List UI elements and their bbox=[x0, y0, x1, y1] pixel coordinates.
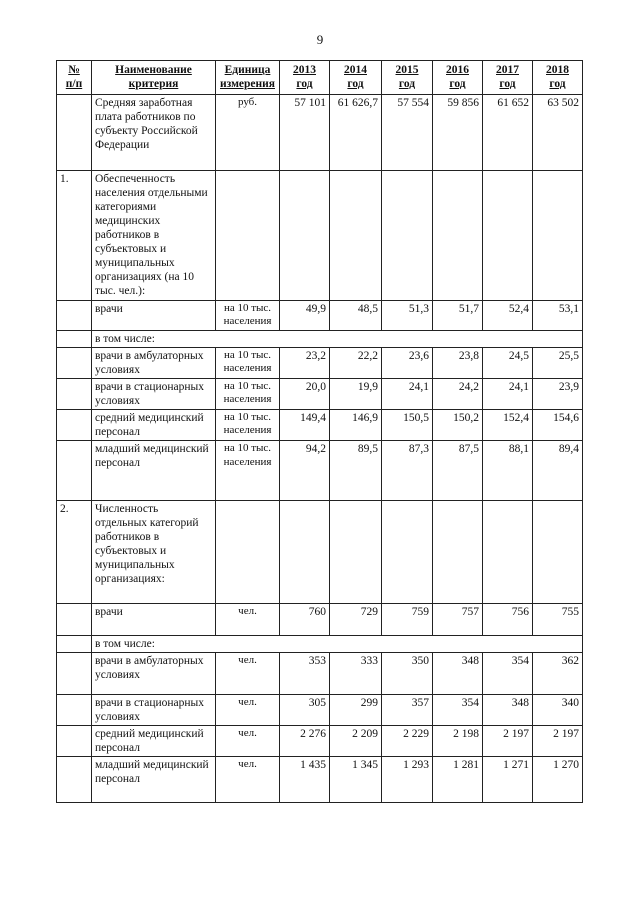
year-value-cell: 729 bbox=[330, 604, 382, 636]
year-value-cell: 24,2 bbox=[433, 379, 483, 410]
header-year bbox=[280, 61, 330, 95]
row-number-cell bbox=[57, 301, 92, 331]
criterion-name-cell: младший медицинский персонал bbox=[92, 757, 216, 803]
row-number-cell bbox=[57, 441, 92, 501]
year-value-cell: 1 270 bbox=[533, 757, 583, 803]
year-value-cell: 149,4 bbox=[280, 410, 330, 441]
table-row bbox=[57, 757, 583, 803]
table-body bbox=[57, 95, 583, 803]
year-value-cell: 333 bbox=[330, 653, 382, 695]
year-value-cell bbox=[533, 501, 583, 604]
year-value-cell: 61 652 bbox=[483, 95, 533, 171]
unit-cell bbox=[216, 501, 280, 604]
criterion-name-cell: врачи bbox=[92, 301, 216, 331]
table-row bbox=[57, 348, 583, 379]
criterion-name-cell: врачи в амбулаторных условиях bbox=[92, 653, 216, 695]
criterion-name-cell: врачи в амбулаторных условиях bbox=[92, 348, 216, 379]
year-value-cell: 51,3 bbox=[382, 301, 433, 331]
year-value-cell: 2 197 bbox=[483, 726, 533, 757]
year-value-cell: 53,1 bbox=[533, 301, 583, 331]
criterion-name-cell: Обеспеченность населения отдельными категориями медицинских работников в субъектовых и муниципальных организациях (на 10 тыс. чел.): bbox=[92, 171, 216, 301]
year-value-cell bbox=[280, 171, 330, 301]
unit-cell: чел. bbox=[216, 653, 280, 695]
year-value-cell: 19,9 bbox=[330, 379, 382, 410]
table-row bbox=[57, 695, 583, 726]
table-row bbox=[57, 301, 583, 331]
year-value-cell: 340 bbox=[533, 695, 583, 726]
year-value-cell: 353 bbox=[280, 653, 330, 695]
year-value-cell bbox=[533, 171, 583, 301]
header-name bbox=[92, 61, 216, 95]
header-year-line: год bbox=[347, 77, 364, 90]
header-no bbox=[57, 61, 92, 95]
criterion-name-cell: Средняя заработная плата работников по субъекту Российской Федерации bbox=[92, 95, 216, 171]
year-value-cell: 146,9 bbox=[330, 410, 382, 441]
row-number-cell bbox=[57, 636, 92, 653]
row-number-cell bbox=[57, 757, 92, 803]
row-number-cell bbox=[57, 410, 92, 441]
header-no-line: № bbox=[68, 64, 80, 77]
year-value-cell: 20,0 bbox=[280, 379, 330, 410]
unit-cell: чел. bbox=[216, 695, 280, 726]
year-value-cell: 23,9 bbox=[533, 379, 583, 410]
row-number-cell bbox=[57, 653, 92, 695]
unit-cell: на 10 тыс. населения bbox=[216, 301, 280, 331]
header-year-line: 2015 bbox=[395, 64, 419, 77]
year-value-cell: 1 271 bbox=[483, 757, 533, 803]
row-number-cell bbox=[57, 726, 92, 757]
year-value-cell: 305 bbox=[280, 695, 330, 726]
criterion-name-cell: Численность отдельных категорий работников в субъектовых и муниципальных организациях: bbox=[92, 501, 216, 604]
year-value-cell: 63 502 bbox=[533, 95, 583, 171]
header-year-line: год bbox=[549, 77, 566, 90]
header-year bbox=[382, 61, 433, 95]
row-number-cell bbox=[57, 695, 92, 726]
year-value-cell: 760 bbox=[280, 604, 330, 636]
year-value-cell: 757 bbox=[433, 604, 483, 636]
row-number-cell bbox=[57, 331, 92, 348]
row-number-cell bbox=[57, 348, 92, 379]
year-value-cell: 25,5 bbox=[533, 348, 583, 379]
year-value-cell: 299 bbox=[330, 695, 382, 726]
year-value-cell bbox=[382, 171, 433, 301]
criterion-name-cell: средний медицинский персонал bbox=[92, 726, 216, 757]
year-value-cell: 2 197 bbox=[533, 726, 583, 757]
year-value-cell bbox=[483, 501, 533, 604]
year-value-cell: 52,4 bbox=[483, 301, 533, 331]
unit-cell bbox=[216, 171, 280, 301]
year-value-cell: 150,5 bbox=[382, 410, 433, 441]
year-value-cell: 89,5 bbox=[330, 441, 382, 501]
table-row bbox=[57, 726, 583, 757]
header-unit-line: измерения bbox=[220, 77, 275, 90]
table-row bbox=[57, 653, 583, 695]
header-year-line: 2016 bbox=[446, 64, 469, 77]
year-value-cell: 51,7 bbox=[433, 301, 483, 331]
header-year-line: 2017 bbox=[496, 64, 519, 77]
header-year-line: год bbox=[398, 77, 416, 90]
header-year bbox=[533, 61, 583, 95]
unit-cell: руб. bbox=[216, 95, 280, 171]
year-value-cell: 354 bbox=[483, 653, 533, 695]
unit-cell: на 10 тыс. населения bbox=[216, 410, 280, 441]
year-value-cell: 22,2 bbox=[330, 348, 382, 379]
row-number-cell: 2. bbox=[57, 501, 92, 604]
table-row bbox=[57, 501, 583, 604]
subheading-row bbox=[57, 331, 583, 348]
year-value-cell: 755 bbox=[533, 604, 583, 636]
year-value-cell: 57 554 bbox=[382, 95, 433, 171]
header-year bbox=[330, 61, 382, 95]
year-value-cell: 23,2 bbox=[280, 348, 330, 379]
year-value-cell: 23,6 bbox=[382, 348, 433, 379]
year-value-cell: 87,5 bbox=[433, 441, 483, 501]
table-row bbox=[57, 441, 583, 501]
header-unit bbox=[216, 61, 280, 95]
year-value-cell: 57 101 bbox=[280, 95, 330, 171]
criterion-name-cell: врачи в стационарных условиях bbox=[92, 695, 216, 726]
year-value-cell: 2 276 bbox=[280, 726, 330, 757]
year-value-cell bbox=[330, 501, 382, 604]
unit-cell: чел. bbox=[216, 757, 280, 803]
year-value-cell: 154,6 bbox=[533, 410, 583, 441]
year-value-cell: 88,1 bbox=[483, 441, 533, 501]
row-number-cell bbox=[57, 95, 92, 171]
year-value-cell: 354 bbox=[433, 695, 483, 726]
year-value-cell: 59 856 bbox=[433, 95, 483, 171]
year-value-cell: 150,2 bbox=[433, 410, 483, 441]
unit-cell: чел. bbox=[216, 726, 280, 757]
year-value-cell: 61 626,7 bbox=[330, 95, 382, 171]
year-value-cell: 24,1 bbox=[382, 379, 433, 410]
row-number-cell bbox=[57, 604, 92, 636]
subheading-label: в том числе: bbox=[92, 331, 583, 348]
subheading-label: в том числе: bbox=[92, 636, 583, 653]
header-name-line: критерия bbox=[128, 77, 179, 90]
table-row bbox=[57, 410, 583, 441]
criteria-table bbox=[56, 60, 583, 803]
page-number: 9 bbox=[316, 32, 324, 47]
header-year-line: год bbox=[449, 77, 466, 90]
header-year-line: год bbox=[499, 77, 516, 90]
year-value-cell bbox=[280, 501, 330, 604]
criterion-name-cell: врачи в стационарных условиях bbox=[92, 379, 216, 410]
unit-cell: на 10 тыс. населения bbox=[216, 441, 280, 501]
year-value-cell: 94,2 bbox=[280, 441, 330, 501]
year-value-cell bbox=[330, 171, 382, 301]
year-value-cell: 49,9 bbox=[280, 301, 330, 331]
year-value-cell: 1 435 bbox=[280, 757, 330, 803]
row-number-cell bbox=[57, 379, 92, 410]
year-value-cell: 2 209 bbox=[330, 726, 382, 757]
year-value-cell bbox=[433, 501, 483, 604]
year-value-cell: 362 bbox=[533, 653, 583, 695]
year-value-cell: 756 bbox=[483, 604, 533, 636]
header-no-line: п/п bbox=[65, 77, 83, 90]
year-value-cell: 23,8 bbox=[433, 348, 483, 379]
criterion-name-cell: средний медицинский персонал bbox=[92, 410, 216, 441]
year-value-cell: 152,4 bbox=[483, 410, 533, 441]
table-row bbox=[57, 95, 583, 171]
year-value-cell: 2 229 bbox=[382, 726, 433, 757]
year-value-cell: 348 bbox=[433, 653, 483, 695]
year-value-cell: 1 293 bbox=[382, 757, 433, 803]
year-value-cell: 348 bbox=[483, 695, 533, 726]
year-value-cell: 24,1 bbox=[483, 379, 533, 410]
unit-cell: чел. bbox=[216, 604, 280, 636]
unit-cell: на 10 тыс. населения bbox=[216, 348, 280, 379]
year-value-cell: 350 bbox=[382, 653, 433, 695]
table-row bbox=[57, 171, 583, 301]
criterion-name-cell: младший медицинский персонал bbox=[92, 441, 216, 501]
year-value-cell: 2 198 bbox=[433, 726, 483, 757]
year-value-cell bbox=[483, 171, 533, 301]
header-unit-line: Единица bbox=[224, 64, 271, 77]
year-value-cell: 759 bbox=[382, 604, 433, 636]
table-row bbox=[57, 604, 583, 636]
subheading-row bbox=[57, 636, 583, 653]
header-year-line: 2014 bbox=[344, 64, 367, 77]
year-value-cell: 1 345 bbox=[330, 757, 382, 803]
header-year bbox=[433, 61, 483, 95]
table-row bbox=[57, 379, 583, 410]
header-row bbox=[57, 61, 583, 95]
year-value-cell: 24,5 bbox=[483, 348, 533, 379]
header-year-line: год bbox=[296, 77, 313, 90]
header-name-line: Наименование bbox=[115, 64, 192, 77]
year-value-cell bbox=[382, 501, 433, 604]
year-value-cell bbox=[433, 171, 483, 301]
unit-cell: на 10 тыс. населения bbox=[216, 379, 280, 410]
criterion-name-cell: врачи bbox=[92, 604, 216, 636]
header-year-line: 2018 bbox=[546, 64, 569, 77]
year-value-cell: 1 281 bbox=[433, 757, 483, 803]
header-year bbox=[483, 61, 533, 95]
year-value-cell: 48,5 bbox=[330, 301, 382, 331]
year-value-cell: 87,3 bbox=[382, 441, 433, 501]
year-value-cell: 357 bbox=[382, 695, 433, 726]
header-year-line: 2013 bbox=[293, 64, 316, 77]
row-number-cell: 1. bbox=[57, 171, 92, 301]
year-value-cell: 89,4 bbox=[533, 441, 583, 501]
